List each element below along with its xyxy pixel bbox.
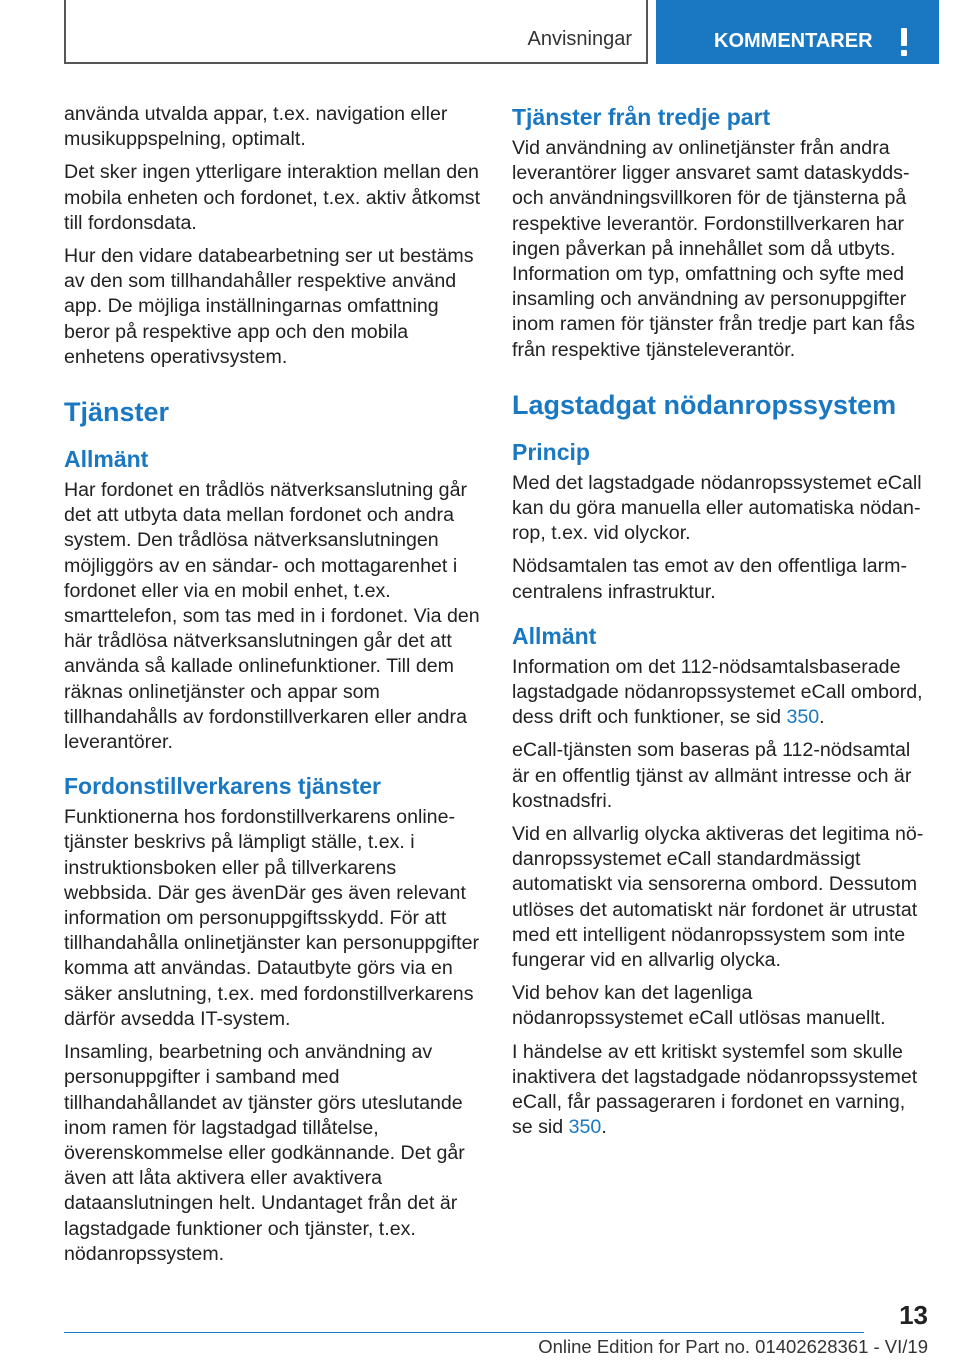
exclamation-icon bbox=[898, 28, 910, 56]
heading-princip: Princip bbox=[512, 438, 590, 465]
footer-edition: Online Edition for Part no. 01402628361 - VI/19 bbox=[538, 1336, 928, 1357]
paragraph-text: . bbox=[819, 706, 825, 729]
heading-fordonstillverkarens-tjanster: Fordonstillverkarens tjänster bbox=[64, 773, 381, 800]
paragraph: eCall-tjänsten som baseras på 112-nödsamtal är en offentlig tjänst av allmänt intresse och är kostnadsfri. bbox=[512, 739, 912, 812]
heading-tjanster-fran-tredje-part: Tjänster från tredje part bbox=[512, 104, 771, 130]
paragraph: Nödsamtalen tas emot av den offentliga larmcentralens infrastruktur. bbox=[512, 555, 907, 603]
left-column bbox=[64, 102, 482, 1275]
paragraph: Har fordonet en trådlös nätverksanslutning går det att utbyta data mellan fordonet och andra system. Den trådlösa nätverksanslutningen möjliggörs av en sändar- och mottagarenhet i fordonet eller via en mobil enhet, t.ex. smarttelefon, som tas med in i fordonet. Via den här trådlösa nätverksanslutningen går det att använda så kallade onlinefunktioner. Till dem räknas onlinetjänster och appar som tillhandahålls av fordonstillverkaren eller andra leverantörer. bbox=[64, 479, 480, 754]
right-column bbox=[512, 102, 928, 1149]
paragraph-text: Information om det 112-nödsamtalsbaserade lagstadgade nödanropssystemet eCall ombord, dess drift och funktioner, se sid bbox=[512, 655, 923, 729]
heading-tjanster: Tjänster bbox=[64, 397, 170, 428]
page-link-350[interactable]: 350 bbox=[786, 706, 820, 729]
tab-kommentarer[interactable] bbox=[656, 0, 939, 64]
paragraph: Vid användning av onlinetjänster från andra leverantörer ligger ansvaret samt dataskydds- och användningsvillkoren för de tjänsterna på respektive leverantör. Fordonstillverkaren har ingen påverkan på innehållet som då utbyts. Information om typ, omfattning och syfte med insamling och användning av personuppgifter inom ramen för tjänster från tredje part kan fås från respektive tjänsteleverantör. bbox=[512, 137, 915, 361]
page-number: 13 bbox=[899, 1300, 928, 1330]
paragraph: Med det lagstadgade nödanropssystemet eCall kan du göra manuella eller automatiska nödanrop, t.ex. vid olyckor. bbox=[512, 471, 922, 545]
section-label: Anvisningar bbox=[527, 28, 632, 50]
paragraph bbox=[512, 655, 928, 731]
header-section-box bbox=[64, 0, 648, 64]
paragraph: Vid en allvarlig olycka aktiveras det legitima nödanropssystemet eCall standardmässigt automatiskt via sensorerna ombord. Dessutom utlöses det automatiskt när fordonet är utrustat med ett intelligent nödanropssystem som inte fungerar vid en allvarlig olycka. bbox=[512, 823, 924, 972]
paragraph: använda utvalda appar, t.ex. navigation eller musikuppspelning, optimalt. bbox=[64, 103, 448, 151]
heading-allmant: Allmänt bbox=[512, 622, 597, 649]
heading-lagstadgat-nodanropssystem: Lagstadgat nödanropssystem bbox=[512, 389, 897, 420]
paragraph: Hur den vidare databearbetning ser ut bestäms av den som tillhandahåller respektive använd app. De möjliga inställningarnas omfattning beror på respektive app och den mobila enhetens operativsystem. bbox=[64, 245, 474, 368]
paragraph: Insamling, bearbetning och användning av personuppgifter i samband med tillhandahållandet av tjänster görs uteslutande inom ramen för lagstadgad tillåtelse, överenskommelse eller godkännande. Det går även att låta aktivera eller avaktivera dataanslutningen helt. Undantaget från det är lagstadgade funktioner och tjänster, t.ex. nödanropssystem. bbox=[64, 1041, 465, 1265]
paragraph: Det sker ingen ytterligare interaktion mellan den mobila enheten och fordonet, t.ex. aktiv åtkomst till fordonsdata. bbox=[64, 161, 481, 234]
paragraph-text: I händelse av ett kritiskt systemfel som skulle inaktivera det lagstadgade nödanropssystemet eCall, får passageraren i fordonet en varning, se sid bbox=[512, 1040, 918, 1139]
paragraph: Vid behov kan det lagenliga nödanropssystemet eCall utlösas manuellt. bbox=[512, 982, 886, 1030]
page-link-350[interactable]: 350 bbox=[568, 1116, 602, 1139]
footer-divider bbox=[64, 1332, 864, 1333]
paragraph-text: . bbox=[601, 1116, 607, 1139]
heading-allmant: Allmänt bbox=[64, 446, 149, 473]
paragraph: Funktionerna hos fordonstillverkarens onlinetjänster beskrivs på lämpligt ställe, t.ex. i instruktionsboken eller på tillverkarens webbsida. Där ges ävenDär ges även relevant information om personuppgiftsskydd. För att tillhandahålla onlinetjänster kan personuppgifter komma att användas. Datautbyte görs via en säker anslutning, t.ex. med fordonstillverkarens därför avsedda IT-system. bbox=[64, 806, 480, 1030]
paragraph bbox=[512, 1040, 928, 1141]
tab-label: KOMMENTARER bbox=[714, 30, 873, 52]
